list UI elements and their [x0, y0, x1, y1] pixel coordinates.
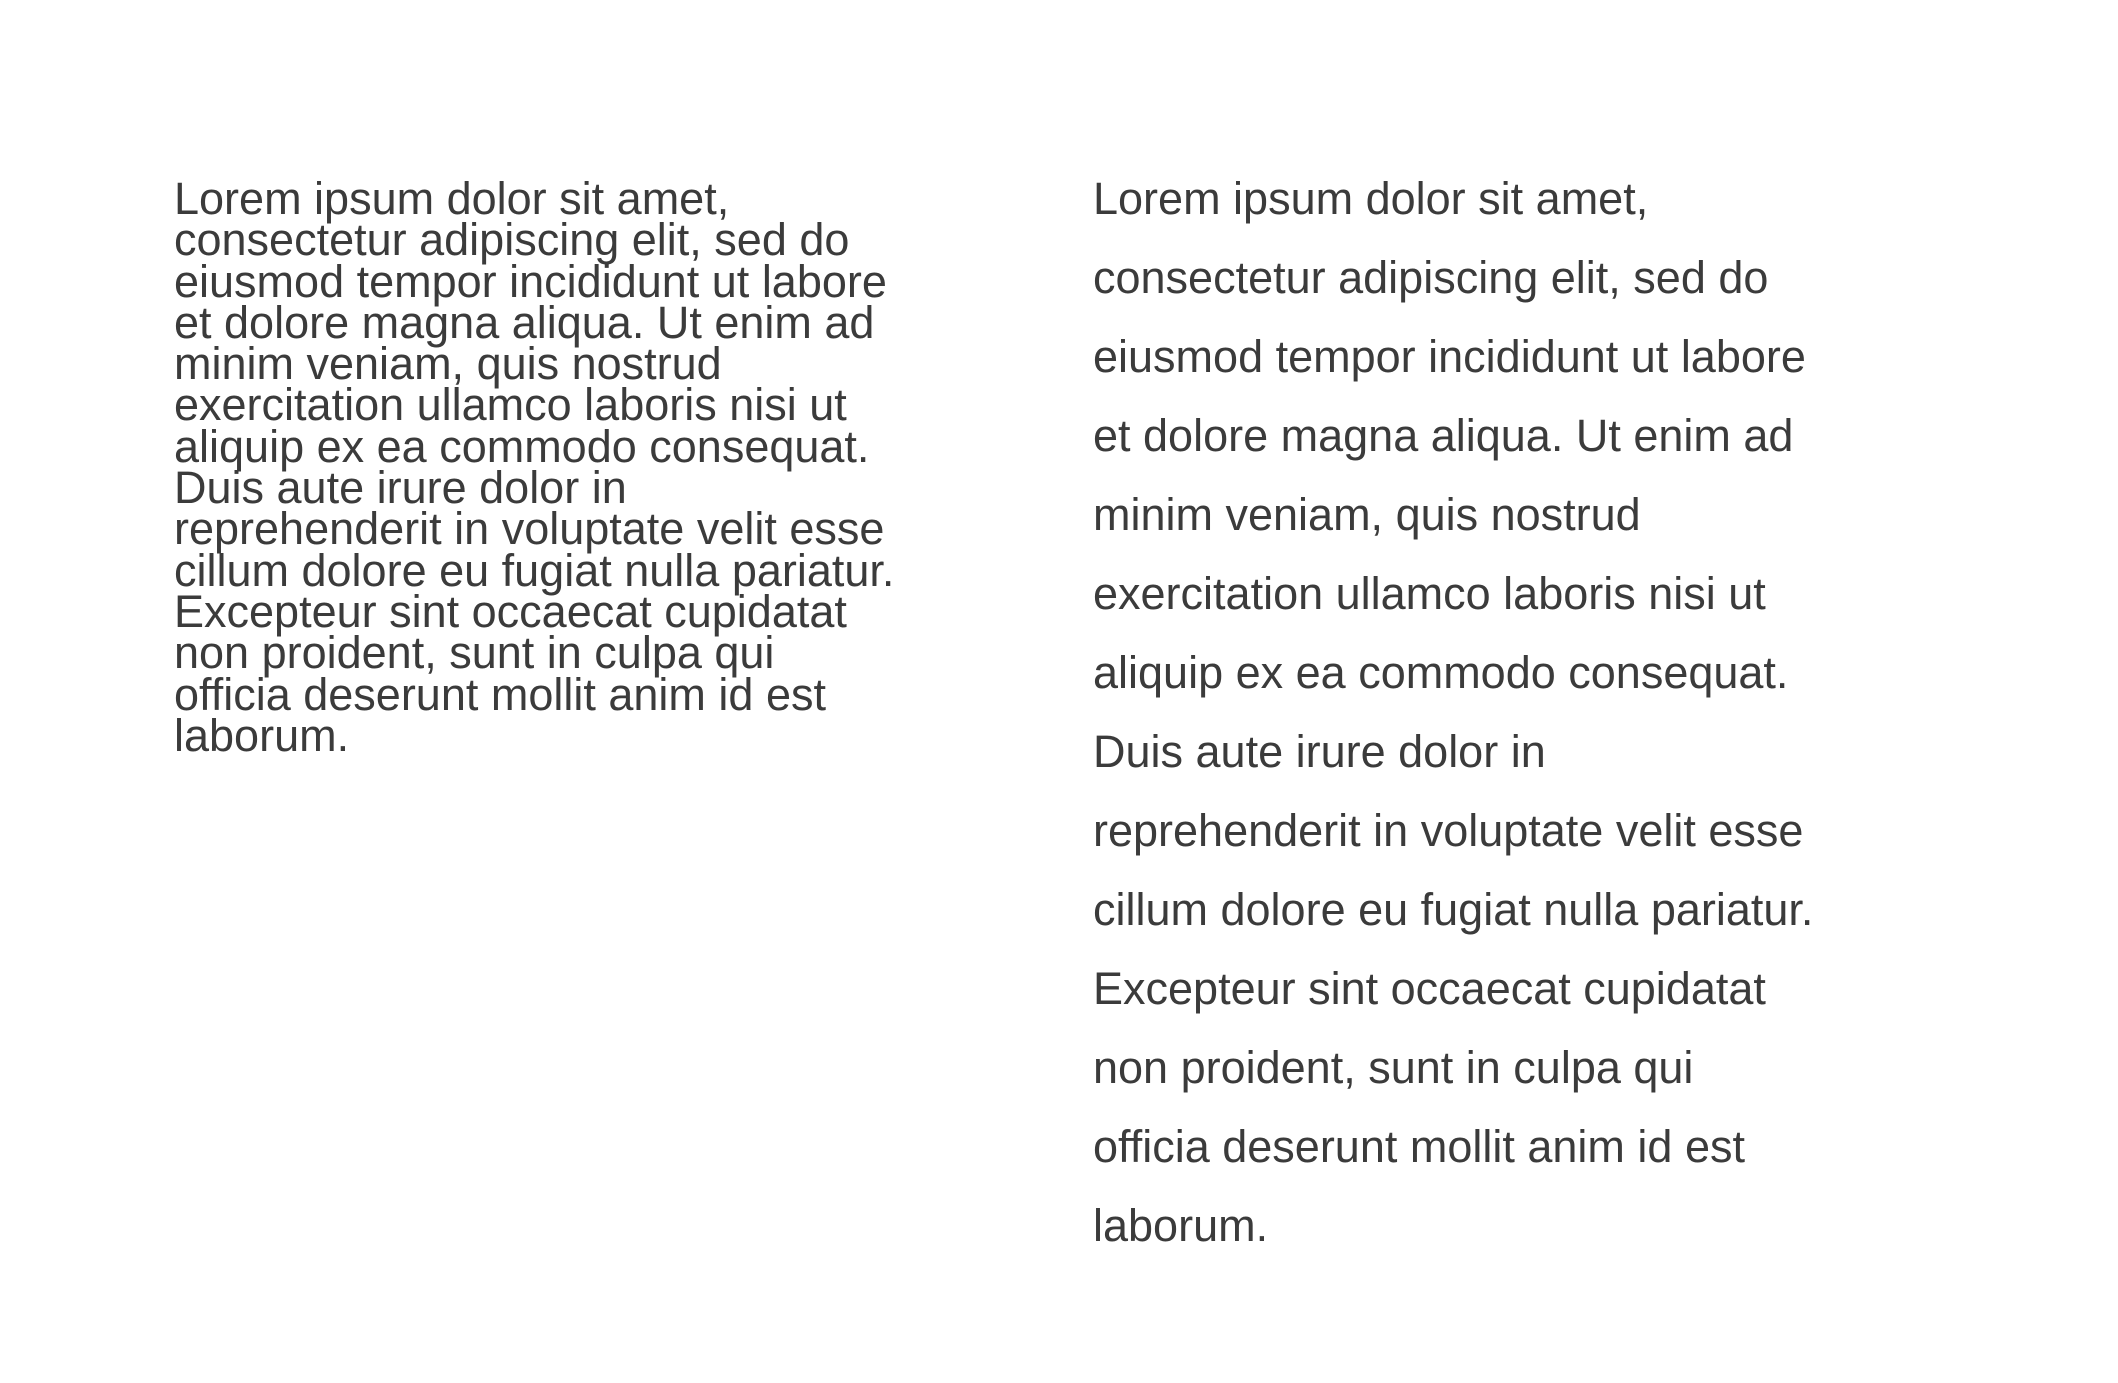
paragraph-line: Duis aute irure dolor in — [174, 462, 627, 514]
paragraph-line: non proident, sunt in culpa qui — [1093, 1042, 1694, 1093]
paragraph-line: exercitation ullamco laboris nisi ut — [174, 379, 847, 431]
paragraph-line: officia deserunt mollit anim id est — [174, 668, 826, 720]
paragraph-line: exercitation ullamco laboris nisi ut — [1093, 568, 1766, 619]
paragraph-line: Excepteur sint occaecat cupidatat — [174, 585, 847, 637]
paragraph-line: et dolore magna aliqua. Ut enim ad — [1093, 410, 1794, 461]
paragraph-line: et dolore magna aliqua. Ut enim ad — [174, 296, 875, 348]
paragraph-line: officia deserunt mollit anim id est — [1093, 1121, 1745, 1172]
paragraph-tight-leading — [174, 173, 1024, 761]
paragraph-line: aliquip ex ea commodo consequat. — [1093, 647, 1789, 698]
paragraph-line: Excepteur sint occaecat cupidatat — [1093, 963, 1766, 1014]
paragraph-loose-leading — [1093, 173, 1943, 1284]
paragraph-line: minim veniam, quis nostrud — [1093, 489, 1641, 540]
paragraph-line: cillum dolore eu fugiat nulla pariatur. — [1093, 884, 1814, 935]
paragraph-line: minim veniam, quis nostrud — [174, 338, 722, 390]
paragraph-line: reprehenderit in voluptate velit esse — [174, 503, 885, 555]
paragraph-line: consectetur adipiscing elit, sed do — [174, 214, 850, 266]
paragraph-line: cillum dolore eu fugiat nulla pariatur. — [174, 544, 895, 596]
paragraph-line: Lorem ipsum dolor sit amet, — [1093, 173, 1649, 224]
paragraph-line: Lorem ipsum dolor sit amet, — [174, 173, 730, 224]
paragraph-line: consectetur adipiscing elit, sed do — [1093, 252, 1769, 303]
paragraph-line: laborum. — [1093, 1200, 1269, 1251]
paragraph-line: non proident, sunt in culpa qui — [174, 627, 775, 679]
paragraph-line: aliquip ex ea commodo consequat. — [174, 420, 870, 472]
paragraph-line: eiusmod tempor incididunt ut labore — [174, 255, 887, 307]
paragraph-line: Duis aute irure dolor in — [1093, 726, 1546, 777]
paragraph-line: laborum. — [174, 709, 350, 761]
paragraph-line: eiusmod tempor incididunt ut labore — [1093, 331, 1806, 382]
paragraph-line: reprehenderit in voluptate velit esse — [1093, 805, 1804, 856]
